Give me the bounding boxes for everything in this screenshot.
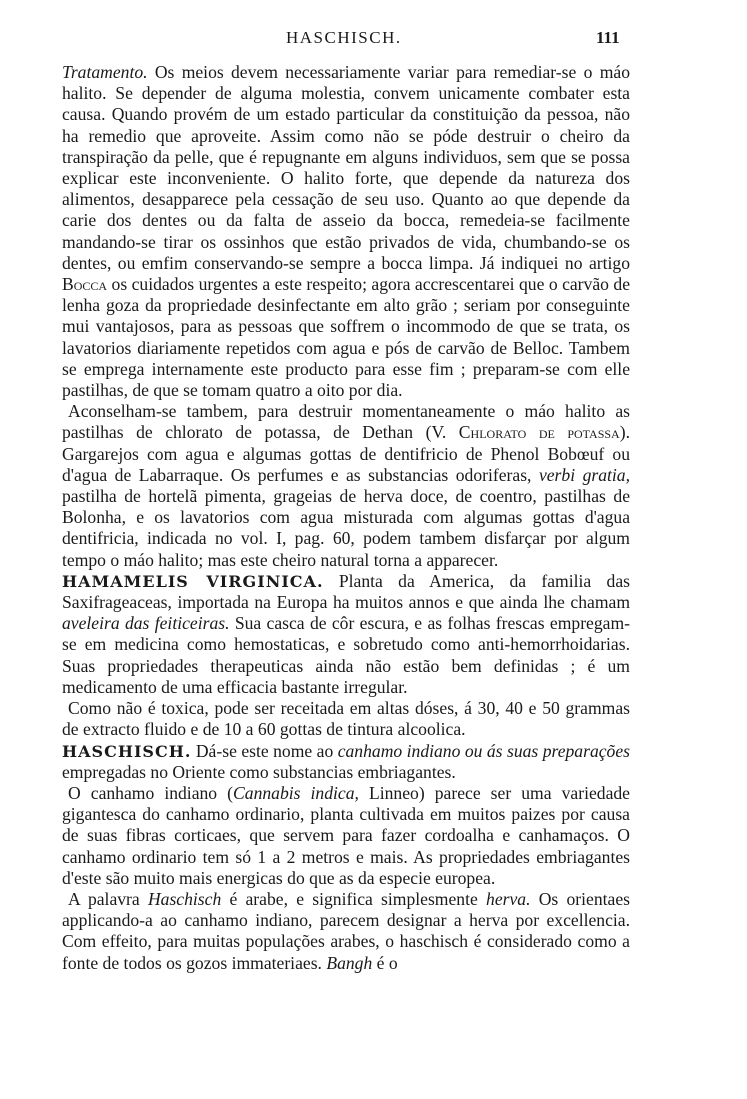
text-run: Sua casca de côr escura, e as folhas frescas empregam-se em medicina como hemostaticas, e sobretudo como anti-hemorrhoidarias. Suas propriedades therapeuticas ainda não estão bem definidas ; é um medicamento de uma efficacia bastante irregular. (62, 613, 631, 697)
text-run: os cuidados urgentes a este respeito; agora accrescentarei que o carvão de lenha goza da propriedade desinfectante em alto grão ; seriam por conseguinte mui vantajosos, para as pessoas que soffrem o incommodo de que se trata, os lavatorios diariamente repetidos com agua e pós de carvão de Belloc. Tambem se emprega internamente este producto para esse fim ; preparam-se com elle pastilhas, de que se tomam quatro a oito por dia. (62, 274, 630, 401)
text-run: empregadas no Oriente como substancias embriagantes. (62, 761, 456, 782)
text-run: Planta da America, da familia das Saxifrageaceas, importada na Europa ha muitos annos e que ainda lhe chamam (62, 570, 630, 613)
text-run: Como não é toxica, pode ser receitada em altas dóses, á 30, 40 e 50 grammas de extracto fluido e de 10 a 60 gottas de tintura alcoolica. (62, 698, 630, 740)
paragraph-toxica (62, 698, 630, 740)
italic-phrase: canhamo indiano ou ás suas preparações (337, 740, 630, 761)
entry-haschisch (62, 741, 630, 783)
text-run: ). Gargarejos com agua e algumas gottas de dentifricio de Phenol Bobœuf ou d'agua de Labarraque. Os perfumes e as substancias odoriferas, (62, 422, 630, 485)
text-run: é arabe, e significa simplesmente (221, 888, 487, 909)
entry-headword: HAMAMELIS VIRGINICA. (62, 571, 324, 591)
paragraph-tratamento (62, 62, 630, 401)
italic-phrase: Cannabis indica, (233, 782, 359, 803)
entry-headword: HASCHISCH. (62, 741, 192, 761)
section-label: Tratamento. (62, 62, 148, 82)
cross-reference: Bocca (62, 274, 108, 295)
running-title: HASCHISCH. (286, 28, 402, 47)
page-header (0, 28, 747, 52)
text-run: O canhamo indiano ( (68, 782, 234, 803)
paragraph-aconselham (62, 401, 630, 571)
cross-reference: Chlorato de potassa (458, 422, 620, 443)
text-run: Dá-se este nome ao (191, 740, 338, 761)
paragraph-palavra (62, 889, 630, 974)
text-run: Os meios devem necessariamente variar para remediar-se o máo halito. Se depender de alguma molestia, convem unicamente combater esta causa. Quando provém de um estado particular da constituição da pessoa, não ha remedio que aproveite. Assim como não se póde destruir o cheiro da transpiração da pelle, que é repugnante em alguns individuos, sem que se possa explicar este inconveniente. O halito forte, que depende da natureza dos alimentos, desapparece pela cessação de seu uso. Quanto ao que depende da carie dos dentes ou da falta de asseio da bocca, remedeia-se facilmente mandando-se tirar os ossinhos que estão privados de vida, chumbando-se os dentes, ou emfim conservando-se sempre a bocca limpa. Já indiquei no artigo (62, 62, 630, 273)
text-run: Os orientaes applicando-a ao canhamo indiano, parecem designar a herva por excellencia. Com effeito, para muitas populações arabes, o haschisch é considerado como a fonte de todos os gozos immateriaes. (62, 888, 630, 973)
paragraph-canhamo (62, 783, 630, 889)
text-run: A palavra (68, 888, 148, 909)
text-run: pastilha de hortelã pimenta, grageias de herva doce, de coentro, pastilhas de Bolonha, e os lavatorios com agua misturada com algumas gottas d'agua dentifricia, indicada no vol. I, pag. 60, podem tambem disfarçar por algum tempo o máo halito; mas este cheiro natural torna a apparecer. (62, 486, 630, 570)
page-number: 111 (596, 28, 620, 47)
text-run: é o (372, 952, 398, 973)
text-run: Aconselham-se tambem, para destruir momentaneamente o máo halito as pastilhas de chlorato de potassa, de Dethan (V. (62, 401, 630, 443)
italic-phrase: herva. (486, 888, 531, 909)
text-run: Linneo) parece ser uma variedade gigantesca do canhamo ordinario, planta cultivada em muitos paizes por causa de suas fibras corticaes, que servem para fazer cordoalha e canhamaços. O canhamo ordinario tem só 1 a 2 metros e mais. As propriedades embriagantes d'este são muito mais energicas do que as da especie europea. (62, 782, 630, 888)
italic-phrase: aveleira das feiticeiras. (62, 613, 230, 634)
entry-hamamelis (62, 571, 630, 698)
italic-phrase: Haschisch (147, 888, 222, 909)
italic-phrase: verbi gratia, (538, 464, 630, 485)
italic-phrase: Bangh (326, 952, 373, 973)
body-text (62, 62, 630, 974)
